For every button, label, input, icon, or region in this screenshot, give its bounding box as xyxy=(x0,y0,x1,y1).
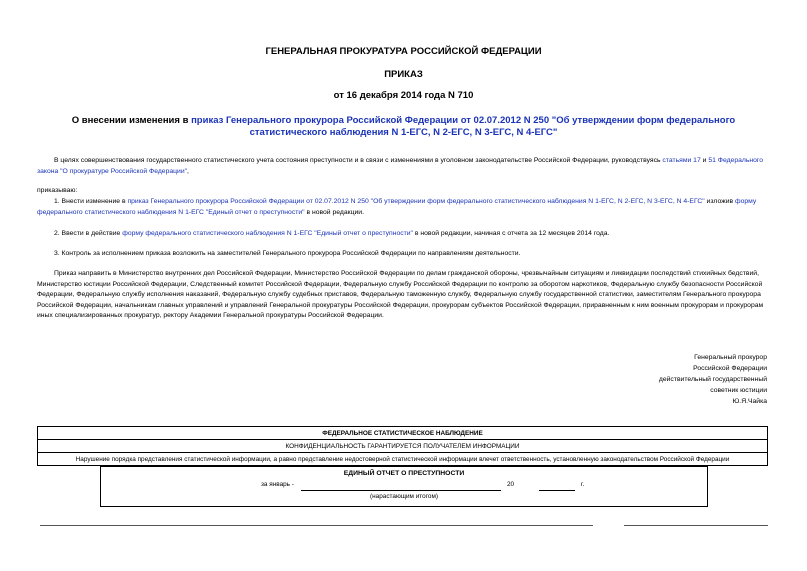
prosecutor-law-link[interactable]: 51 Федерального закона "О прокуратуре Российской Федерации" xyxy=(37,157,764,175)
item-1-end: в новой редакции. xyxy=(304,208,364,216)
heading-prefix: О внесении изменения в xyxy=(71,115,192,126)
item-2 xyxy=(37,229,770,240)
item-1-order-link[interactable]: приказ Генерального прокурора Российской Федерации от 02.07.2012 N 250 "Об утверждении форм федерального статистического наблюдения N 1-ЕГС, N 2-ЕГС, N 3-ЕГС, N 4-ЕГС" xyxy=(127,198,705,205)
heading-order-link[interactable]: приказ Генерального прокурора Российской Федерации от 02.07.2012 N 250 "Об утверждении форм федерального статистического наблюдения N 1-ЕГС, N 2-ЕГС, N 3-ЕГС, N 4-ЕГС" xyxy=(191,115,736,138)
form-liability-notice: Нарушение порядка представления статистической информации, а равно представление недостоверной статистической информации влечет ответственность, установленную законодательством Российской Федерации xyxy=(38,453,768,466)
item-1 xyxy=(37,197,770,218)
signature-rank-2: советник юстиции xyxy=(710,387,767,394)
form-confidentiality: КОНФИДЕНЦИАЛЬНОСТЬ ГАРАНТИРУЕТСЯ ПОЛУЧАТЕЛЕМ ИНФОРМАЦИИ xyxy=(38,440,768,453)
form-observation-title: ФЕДЕРАЛЬНОЕ СТАТИСТИЧЕСКОЕ НАБЛЮДЕНИЕ xyxy=(38,427,768,440)
distribution-paragraph: Приказ направить в Министерство внутренних дел Российской Федерации, Министерство Российской Федерации по делам гражданской обороны, чрезвычайным ситуациям и ликвидации последствий стихийных бедствий, Министерство юстиции Российской Федерации, Следственный комитет Российской Федерации, Федеральную службу Российской Федерации по контролю за оборотом наркотиков, Федеральную службу безопасности Российской Федерации, Федеральную службу исполнения наказаний, Федеральную службу судебных приставов, Федеральную таможенную службу, Федеральную службу государственной статистики, заместителям Генерального прокурора Российской Федерации, начальникам главных управлений и управлений Генеральной прокуратуры Российской Федерации, прокурорам субъектов Российской Федерации, приравненным к ним военным прокурорам и прокурорам иных специализированных прокуратур, ректору Академии Генеральной прокуратуры Российской Федерации. xyxy=(37,270,764,319)
year-prefix: 20 xyxy=(507,481,515,488)
document-type: ПРИКАЗ xyxy=(384,69,423,80)
footer-rule-left xyxy=(40,525,593,526)
period-month-field[interactable] xyxy=(301,481,501,491)
signature-block xyxy=(659,352,767,407)
document-date: от 16 декабря 2014 года N 710 xyxy=(333,90,474,101)
preamble-paragraph xyxy=(37,156,770,177)
cumulative-note: (нарастающим итогом) xyxy=(370,493,438,500)
item-3: 3. Контроль за исполнением приказа возложить на заместителей Генерального прокурора Российской Федерации по направлениям деятельности. xyxy=(54,250,521,257)
preamble-conjunction: и xyxy=(700,157,709,164)
order-word: приказываю: xyxy=(37,187,78,194)
period-label: за январь - xyxy=(261,481,294,488)
item-1-text: 1. Внести изменение в xyxy=(54,198,128,205)
item-2-text: 2. Ввести в действие xyxy=(54,230,123,237)
signature-position: Генеральный прокурор xyxy=(694,354,767,361)
preamble-text: В целях совершенствования государственного статистического учета состояния преступности и в связи с изменениями в уголовном законодательстве Российской Федерации, руководствуясь xyxy=(54,157,663,164)
footer-rule-right xyxy=(624,525,768,526)
item-2-end: в новой редакции, начиная с отчета за 12 месяцев 2014 года. xyxy=(412,230,610,237)
item-1-mid: изложив xyxy=(704,198,735,205)
signature-name: Ю.Я.Чайка xyxy=(732,398,767,405)
preamble-end: , xyxy=(187,167,189,175)
item-2-form-link[interactable]: форму федерального статистического наблюдения N 1-ЕГС "Единый отчет о преступности" xyxy=(122,230,413,237)
form-header-table xyxy=(37,426,768,466)
signature-rank: действительный государственный xyxy=(658,376,767,383)
report-title-box xyxy=(100,466,708,507)
signature-country: Российской Федерации xyxy=(693,365,767,372)
report-title: ЕДИНЫЙ ОТЧЕТ О ПРЕСТУПНОСТИ xyxy=(343,470,465,477)
year-suffix: г. xyxy=(581,481,585,488)
articles-17-link[interactable]: статьями 17 xyxy=(662,157,701,164)
period-year-field[interactable] xyxy=(539,481,575,491)
document-heading xyxy=(40,115,767,139)
organization-title: ГЕНЕРАЛЬНАЯ ПРОКУРАТУРА РОССИЙСКОЙ ФЕДЕРАЦИИ xyxy=(265,46,542,57)
item-1-form-link[interactable]: форму федерального статистического наблюдения N 1-ЕГС "Единый отчет о преступности" xyxy=(37,198,757,216)
